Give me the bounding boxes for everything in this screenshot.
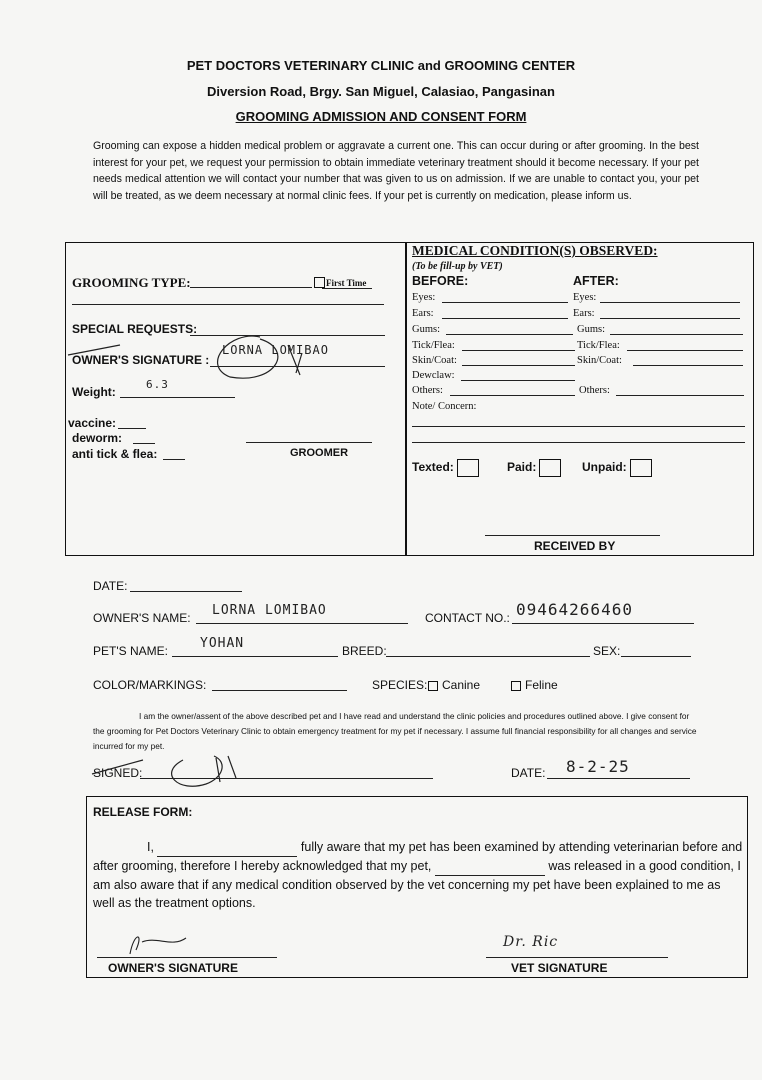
signed-date-value: 8-2-25 [566,757,630,776]
signed-date-line[interactable] [547,778,690,779]
after-eyes: Eyes: [573,292,597,303]
after-gums-line[interactable] [610,334,743,335]
date-label: DATE: [93,579,128,593]
deworm-label: deworm: [72,431,123,445]
after-gums: Gums: [577,324,606,335]
signed-label: SIGNED: [93,766,143,780]
groomer-line[interactable] [246,442,372,443]
feline-label: Feline [525,678,558,692]
after-eyes-line[interactable] [600,302,740,303]
before-tick: Tick/Flea: [412,340,455,351]
release-pet-blank[interactable] [435,857,545,876]
before-ears: Ears: [412,308,434,319]
release-vet-signature: Dr. Ric [503,934,559,950]
note-line-1[interactable] [412,426,745,427]
intro-paragraph: Grooming can expose a hidden medical problem or aggravate a current one. This can occur during or after grooming. In the best interest for your pet, we request your permission to obtain immediate veterinary treatment should it become necessary. If your pet needs medical attention we will contact your number that was given to us on admission. If we are unable to contact you, your pet will be treated, as we deem necessary at normal clinic fees. If your pet is currently on medication, please inform us. [93,140,699,202]
release-text-2: was released in a good condition, I am also aware that if any medical condition observed by the vet concerning my pet have been explained to me as well as the treatment options. [93,859,741,910]
grooming-type-label: GROOMING TYPE: [72,275,191,290]
before-eyes-line[interactable] [442,302,568,303]
note-line-2[interactable] [412,442,745,443]
paid-checkbox[interactable] [539,459,561,477]
note-concern-label: Note/ Concern: [412,401,477,412]
medical-conditions-title: MEDICAL CONDITION(S) OBSERVED: [412,243,658,258]
release-owner-sig-label: OWNER'S SIGNATURE [108,961,238,975]
unpaid-label: Unpaid: [582,460,627,475]
contact-label: CONTACT NO.: [425,611,510,625]
color-markings-label: COLOR/MARKINGS: [93,678,207,692]
after-tick: Tick/Flea: [577,340,620,351]
after-others-line[interactable] [616,395,744,396]
vet-subtitle: (To be fill-up by VET) [412,261,503,272]
unpaid-option[interactable] [582,459,652,477]
pet-name-label: PET'S NAME: [93,644,168,658]
before-skin-line[interactable] [462,365,575,366]
owner-signature-label: OWNER'S SIGNATURE : [72,353,210,367]
texted-label: Texted: [412,460,454,475]
consent-statement: I am the owner/assent of the above described pet and I have read and understand the clinic policies and procedures outlined above. I give consent for the grooming for Pet Doctors Veterinary Clinic to obtain emergency treatment for my pet if necessary. I assume full financial responsibility for all changes and service incurred for my pet. [93,711,697,751]
anti-tick-label: anti tick & flea: [72,447,158,461]
feline-option[interactable] [511,678,558,692]
before-tick-line[interactable] [462,350,575,351]
before-dewclaw-line[interactable] [461,380,575,381]
before-gums-line[interactable] [446,334,573,335]
release-owner-blank[interactable] [157,838,297,857]
unpaid-checkbox[interactable] [630,459,652,477]
feline-checkbox[interactable] [511,681,521,691]
before-gums: Gums: [412,324,441,335]
first-time-underline [322,288,372,289]
anti-tick-line[interactable] [163,459,185,460]
release-i: I, [147,840,154,854]
before-heading: BEFORE: [412,274,469,288]
clinic-address: Diversion Road, Brgy. San Miguel, Calasiao, Pangasinan [207,84,555,99]
groomer-label: GROOMER [290,447,349,459]
weight-line[interactable] [120,397,235,398]
canine-option[interactable] [428,678,480,692]
before-eyes: Eyes: [412,292,436,303]
sex-line[interactable] [621,656,691,657]
owner-name-value: LORNA LOMIBAO [212,603,327,618]
contact-value: 09464266460 [516,600,633,619]
release-vet-sig-label: VET SIGNATURE [511,961,608,975]
special-requests-label: SPECIAL REQUESTS: [72,322,198,336]
signed-signature [88,748,248,793]
paid-option[interactable] [507,459,561,477]
before-skin: Skin/Coat: [412,355,457,366]
vaccine-label: vaccine: [68,416,117,430]
vaccine-line[interactable] [118,428,146,429]
before-ears-line[interactable] [442,318,568,319]
first-time-checkbox[interactable] [314,277,325,288]
release-vet-sig-line[interactable] [486,957,668,958]
after-skin-line[interactable] [633,365,743,366]
pet-name-value: YOHAN [200,636,245,651]
after-ears: Ears: [573,308,595,319]
form-title: GROOMING ADMISSION AND CONSENT FORM [235,109,527,124]
weight-value: 6.3 [146,378,169,391]
received-by-label: RECEIVED BY [534,539,616,553]
clinic-name: PET DOCTORS VETERINARY CLINIC and GROOMING CENTER [186,58,576,73]
deworm-line[interactable] [133,443,155,444]
signed-date-label: DATE: [511,766,546,780]
table-divider [405,242,407,556]
after-others: Others: [579,385,610,396]
release-owner-signature [122,928,192,958]
after-ears-line[interactable] [600,318,740,319]
after-tick-line[interactable] [627,350,743,351]
owner-name-line[interactable] [196,623,408,624]
owner-signature-handwritten: LORNA LOMIBAO [222,343,329,357]
before-dewclaw: Dewclaw: [412,370,455,381]
pet-name-line[interactable] [172,656,338,657]
release-text-1: fully aware that my pet has been examined by attending veterinarian before and after grooming, therefore I hereby acknowledged that my pet, [93,840,743,873]
owner-name-label: OWNER'S NAME: [93,611,191,625]
canine-checkbox[interactable] [428,681,438,691]
texted-option[interactable] [412,459,479,477]
species-label: SPECIES: [372,678,428,692]
release-form-title: RELEASE FORM: [93,805,193,819]
texted-checkbox[interactable] [457,459,479,477]
before-others-line[interactable] [450,395,575,396]
canine-label: Canine [442,678,481,692]
color-markings-line[interactable] [212,690,347,691]
grooming-type-line-2[interactable] [72,304,384,305]
before-others: Others: [412,385,443,396]
received-by-line[interactable] [485,535,660,536]
sex-label: SEX: [593,644,621,658]
release-paragraph [93,838,743,912]
date-line[interactable] [130,591,242,592]
signature-scribble [60,325,360,385]
weight-label: Weight: [72,385,116,399]
first-time-label: First Time [326,278,367,288]
grooming-type-line[interactable] [190,287,312,288]
contact-line[interactable] [512,623,694,624]
breed-line[interactable] [386,656,590,657]
paid-label: Paid: [507,460,537,475]
after-heading: AFTER: [573,274,619,288]
after-skin: Skin/Coat: [577,355,622,366]
breed-label: BREED: [342,644,387,658]
